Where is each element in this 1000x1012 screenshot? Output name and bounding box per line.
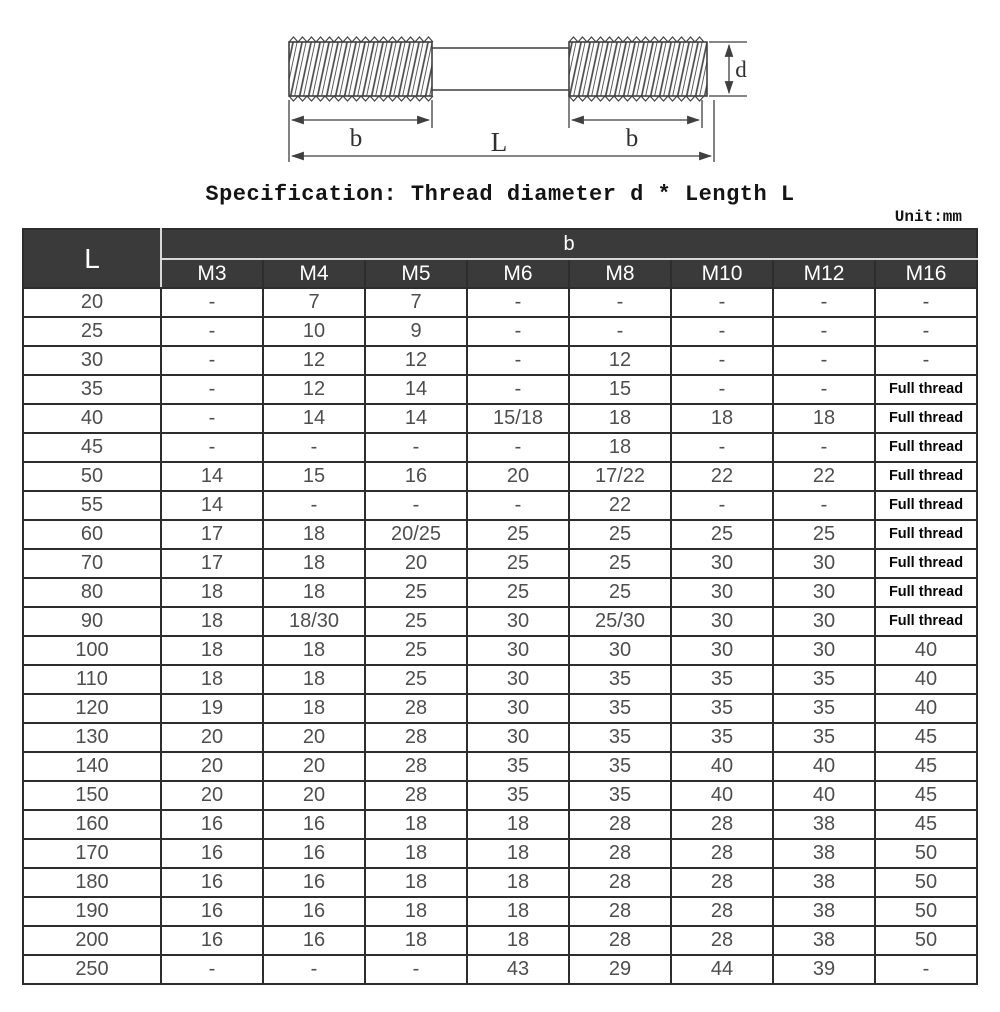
b-value-cell: 38 xyxy=(773,868,875,897)
col-header-M6: M6 xyxy=(467,259,569,288)
b-value-cell: 30 xyxy=(671,607,773,636)
b-value-cell: 40 xyxy=(875,636,977,665)
table-row xyxy=(23,955,977,984)
b-value-cell: Full thread xyxy=(875,433,977,462)
b-value-cell: 28 xyxy=(671,810,773,839)
table-row xyxy=(23,781,977,810)
b-value-cell: 20 xyxy=(161,752,263,781)
group-header-row xyxy=(23,229,977,259)
b-value-cell: - xyxy=(161,288,263,317)
b-value-cell: 30 xyxy=(773,607,875,636)
b-value-cell: 40 xyxy=(671,781,773,810)
b-value-cell: 18 xyxy=(467,810,569,839)
double-end-stud-diagram xyxy=(252,12,752,176)
b-value-cell: 28 xyxy=(569,897,671,926)
table-row xyxy=(23,839,977,868)
b-value-cell: 18 xyxy=(161,665,263,694)
b-value-cell: 28 xyxy=(365,694,467,723)
size-header-row xyxy=(23,259,977,288)
b-value-cell: - xyxy=(671,375,773,404)
b-value-cell: 15 xyxy=(569,375,671,404)
b-value-cell: 18 xyxy=(467,868,569,897)
b-value-cell: - xyxy=(467,491,569,520)
table-row xyxy=(23,607,977,636)
b-value-cell: - xyxy=(671,491,773,520)
b-value-cell: Full thread xyxy=(875,375,977,404)
b-value-cell: 39 xyxy=(773,955,875,984)
b-value-cell: 28 xyxy=(671,839,773,868)
shank-section xyxy=(432,48,569,90)
right-thread-section xyxy=(569,37,707,101)
b-value-cell: Full thread xyxy=(875,462,977,491)
b-value-cell: 20/25 xyxy=(365,520,467,549)
length-value-cell: 100 xyxy=(23,636,161,665)
b-value-cell: 22 xyxy=(671,462,773,491)
b-value-cell: 18 xyxy=(161,578,263,607)
b-value-cell: 18 xyxy=(161,636,263,665)
b-value-cell: 35 xyxy=(467,752,569,781)
b-value-cell: - xyxy=(875,288,977,317)
b-value-cell: 30 xyxy=(467,636,569,665)
b-value-cell: 16 xyxy=(263,839,365,868)
table-row xyxy=(23,868,977,897)
b-value-cell: 38 xyxy=(773,897,875,926)
length-value-cell: 55 xyxy=(23,491,161,520)
table-row xyxy=(23,752,977,781)
b-value-cell: 12 xyxy=(365,346,467,375)
b-value-cell: 16 xyxy=(161,926,263,955)
b-value-cell: 17 xyxy=(161,520,263,549)
b-value-cell: 18 xyxy=(773,404,875,433)
b-value-cell: - xyxy=(467,317,569,346)
b-value-cell: 50 xyxy=(875,926,977,955)
b-value-cell: - xyxy=(467,433,569,462)
b-value-cell: - xyxy=(365,433,467,462)
b-value-cell: 35 xyxy=(671,665,773,694)
table-row xyxy=(23,578,977,607)
col-header-M12: M12 xyxy=(773,259,875,288)
b-value-cell: - xyxy=(773,346,875,375)
b-value-cell: 25 xyxy=(671,520,773,549)
b-value-cell: 18 xyxy=(263,636,365,665)
b-value-cell: 18 xyxy=(365,926,467,955)
b-value-cell: 25 xyxy=(365,607,467,636)
b-value-cell: 18 xyxy=(365,897,467,926)
b-value-cell: 12 xyxy=(569,346,671,375)
b-value-cell: 28 xyxy=(569,839,671,868)
b-value-cell: 28 xyxy=(569,868,671,897)
b-value-cell: 18 xyxy=(365,868,467,897)
b-value-cell: 30 xyxy=(467,665,569,694)
b-value-cell: - xyxy=(671,346,773,375)
b-value-cell: 25 xyxy=(569,549,671,578)
b-value-cell: 25 xyxy=(773,520,875,549)
b-value-cell: 35 xyxy=(569,781,671,810)
b-value-cell: Full thread xyxy=(875,491,977,520)
b-value-cell: 10 xyxy=(263,317,365,346)
table-row xyxy=(23,636,977,665)
b-value-cell: 12 xyxy=(263,375,365,404)
b-value-cell: 16 xyxy=(161,897,263,926)
b-value-cell: 35 xyxy=(569,723,671,752)
b-value-cell: 7 xyxy=(365,288,467,317)
b-value-cell: 28 xyxy=(365,752,467,781)
b-value-cell: 35 xyxy=(569,665,671,694)
b-value-cell: 16 xyxy=(161,868,263,897)
b-value-cell: 18 xyxy=(569,404,671,433)
b-value-cell: 18 xyxy=(365,810,467,839)
b-value-cell: - xyxy=(671,288,773,317)
table-row xyxy=(23,462,977,491)
length-value-cell: 250 xyxy=(23,955,161,984)
b-value-cell: 20 xyxy=(263,781,365,810)
b-value-cell: 16 xyxy=(263,926,365,955)
table-row xyxy=(23,491,977,520)
b-value-cell: 25 xyxy=(467,549,569,578)
b-value-cell: 18 xyxy=(671,404,773,433)
length-value-cell: 30 xyxy=(23,346,161,375)
stud-technical-drawing xyxy=(0,12,1000,176)
col-header-M8: M8 xyxy=(569,259,671,288)
table-row xyxy=(23,926,977,955)
b-value-cell: 15 xyxy=(263,462,365,491)
b-value-cell: 40 xyxy=(875,694,977,723)
b-value-cell: 18/30 xyxy=(263,607,365,636)
b-value-cell: 29 xyxy=(569,955,671,984)
b-value-cell: 18 xyxy=(263,578,365,607)
b-value-cell: 18 xyxy=(467,897,569,926)
b-value-cell: 38 xyxy=(773,926,875,955)
left-thread-section xyxy=(289,37,433,101)
col-header-M16: M16 xyxy=(875,259,977,288)
b-value-cell: 35 xyxy=(773,665,875,694)
table-row xyxy=(23,520,977,549)
b-value-cell: - xyxy=(467,375,569,404)
b-value-cell: 40 xyxy=(773,752,875,781)
b-value-cell: 16 xyxy=(263,810,365,839)
b-value-cell: - xyxy=(773,433,875,462)
b-value-cell: 18 xyxy=(263,694,365,723)
b-left-label: b xyxy=(349,125,363,152)
table-row xyxy=(23,897,977,926)
b-value-cell: - xyxy=(773,491,875,520)
b-value-cell: 18 xyxy=(569,433,671,462)
length-value-cell: 120 xyxy=(23,694,161,723)
length-value-cell: 180 xyxy=(23,868,161,897)
table-row xyxy=(23,433,977,462)
b-value-cell: 25 xyxy=(569,520,671,549)
b-value-cell: 14 xyxy=(161,491,263,520)
b-value-cell: Full thread xyxy=(875,578,977,607)
b-value-cell: 28 xyxy=(671,868,773,897)
b-value-cell: 30 xyxy=(773,549,875,578)
length-value-cell: 160 xyxy=(23,810,161,839)
b-value-cell: 30 xyxy=(569,636,671,665)
b-value-cell: 38 xyxy=(773,839,875,868)
b-value-cell: 40 xyxy=(875,665,977,694)
diameter-label: d xyxy=(735,57,747,82)
b-value-cell: - xyxy=(875,346,977,375)
col-header-M5: M5 xyxy=(365,259,467,288)
length-value-cell: 80 xyxy=(23,578,161,607)
b-value-cell: 16 xyxy=(263,868,365,897)
b-value-cell: 35 xyxy=(671,723,773,752)
table-row xyxy=(23,549,977,578)
b-value-cell: 28 xyxy=(365,781,467,810)
b-value-cell: 14 xyxy=(365,375,467,404)
b-value-cell: - xyxy=(263,955,365,984)
b-value-cell: 28 xyxy=(569,926,671,955)
b-value-cell: 20 xyxy=(467,462,569,491)
b-value-cell: - xyxy=(467,346,569,375)
b-value-cell: 30 xyxy=(467,694,569,723)
b-value-cell: - xyxy=(671,433,773,462)
b-value-cell: - xyxy=(569,317,671,346)
b-value-cell: 20 xyxy=(161,723,263,752)
b-value-cell: 20 xyxy=(161,781,263,810)
b-value-cell: 28 xyxy=(569,810,671,839)
table-row xyxy=(23,810,977,839)
b-value-cell: 20 xyxy=(365,549,467,578)
length-value-cell: 190 xyxy=(23,897,161,926)
table-row xyxy=(23,404,977,433)
col-header-M3: M3 xyxy=(161,259,263,288)
b-value-cell: - xyxy=(263,433,365,462)
length-value-cell: 25 xyxy=(23,317,161,346)
b-value-cell: 35 xyxy=(671,694,773,723)
col-header-M10: M10 xyxy=(671,259,773,288)
b-value-cell: 35 xyxy=(467,781,569,810)
b-value-cell: 17 xyxy=(161,549,263,578)
b-value-cell: 15/18 xyxy=(467,404,569,433)
b-value-cell: 12 xyxy=(263,346,365,375)
b-value-cell: - xyxy=(671,317,773,346)
b-value-cell: - xyxy=(773,317,875,346)
length-value-cell: 90 xyxy=(23,607,161,636)
b-value-cell: - xyxy=(569,288,671,317)
b-value-cell: 28 xyxy=(365,723,467,752)
b-value-cell: 35 xyxy=(773,694,875,723)
b-value-cell: 25 xyxy=(467,520,569,549)
b-value-cell: 50 xyxy=(875,868,977,897)
table-row xyxy=(23,346,977,375)
b-value-cell: - xyxy=(161,346,263,375)
b-value-cell: Full thread xyxy=(875,607,977,636)
length-value-cell: 110 xyxy=(23,665,161,694)
b-value-cell: 30 xyxy=(467,723,569,752)
b-value-cell: - xyxy=(875,955,977,984)
length-value-cell: 50 xyxy=(23,462,161,491)
b-value-cell: 25/30 xyxy=(569,607,671,636)
length-label: L xyxy=(490,127,508,157)
b-value-cell: 25 xyxy=(365,665,467,694)
length-value-cell: 200 xyxy=(23,926,161,955)
b-value-cell: 30 xyxy=(467,607,569,636)
b-value-cell: 16 xyxy=(161,810,263,839)
b-value-cell: 40 xyxy=(773,781,875,810)
b-value-cell: - xyxy=(467,288,569,317)
table-row xyxy=(23,317,977,346)
length-value-cell: 140 xyxy=(23,752,161,781)
b-value-cell: 30 xyxy=(671,578,773,607)
b-value-cell: - xyxy=(161,317,263,346)
b-value-cell: 50 xyxy=(875,897,977,926)
b-value-cell: 14 xyxy=(161,462,263,491)
b-value-cell: 18 xyxy=(263,549,365,578)
b-value-cell: 45 xyxy=(875,810,977,839)
b-value-cell: - xyxy=(161,375,263,404)
b-value-cell: 40 xyxy=(671,752,773,781)
b-value-cell: 22 xyxy=(773,462,875,491)
spec-table xyxy=(22,228,978,985)
length-value-cell: 60 xyxy=(23,520,161,549)
b-value-cell: 19 xyxy=(161,694,263,723)
table-row xyxy=(23,694,977,723)
b-value-cell: 35 xyxy=(569,694,671,723)
page-title: Specification: Thread diameter d * Length L xyxy=(205,182,795,207)
b-value-cell: Full thread xyxy=(875,404,977,433)
b-value-cell: 30 xyxy=(773,636,875,665)
b-value-cell: - xyxy=(161,955,263,984)
table-row xyxy=(23,375,977,404)
b-value-cell: - xyxy=(161,404,263,433)
table-row xyxy=(23,288,977,317)
b-value-cell: - xyxy=(875,317,977,346)
b-value-cell: - xyxy=(773,288,875,317)
b-value-cell: - xyxy=(365,491,467,520)
group-header-b: b xyxy=(161,229,977,259)
b-value-cell: 45 xyxy=(875,723,977,752)
b-value-cell: 50 xyxy=(875,839,977,868)
b-value-cell: 9 xyxy=(365,317,467,346)
b-value-cell: 7 xyxy=(263,288,365,317)
b-value-cell: 14 xyxy=(263,404,365,433)
b-value-cell: 18 xyxy=(467,839,569,868)
b-value-cell: 30 xyxy=(671,549,773,578)
b-value-cell: 16 xyxy=(263,897,365,926)
length-value-cell: 45 xyxy=(23,433,161,462)
b-right-label: b xyxy=(625,125,639,152)
b-value-cell: 28 xyxy=(671,897,773,926)
length-value-cell: 150 xyxy=(23,781,161,810)
b-value-cell: 17/22 xyxy=(569,462,671,491)
b-value-cell: 35 xyxy=(569,752,671,781)
b-value-cell: 25 xyxy=(365,636,467,665)
b-value-cell: 16 xyxy=(365,462,467,491)
unit-note: Unit:mm xyxy=(894,208,962,226)
b-value-cell: - xyxy=(365,955,467,984)
b-value-cell: 30 xyxy=(773,578,875,607)
b-value-cell: 45 xyxy=(875,752,977,781)
b-value-cell: 22 xyxy=(569,491,671,520)
b-value-cell: 16 xyxy=(161,839,263,868)
b-value-cell: 14 xyxy=(365,404,467,433)
b-value-cell: 35 xyxy=(773,723,875,752)
b-value-cell: - xyxy=(263,491,365,520)
b-value-cell: Full thread xyxy=(875,549,977,578)
corner-header-L: L xyxy=(23,229,161,288)
b-value-cell: 28 xyxy=(671,926,773,955)
b-value-cell: 18 xyxy=(263,520,365,549)
b-value-cell: 43 xyxy=(467,955,569,984)
b-value-cell: 18 xyxy=(467,926,569,955)
b-value-cell: 18 xyxy=(161,607,263,636)
length-value-cell: 20 xyxy=(23,288,161,317)
b-value-cell: 20 xyxy=(263,723,365,752)
b-value-cell: 45 xyxy=(875,781,977,810)
length-value-cell: 35 xyxy=(23,375,161,404)
table-row xyxy=(23,665,977,694)
b-value-cell: - xyxy=(161,433,263,462)
b-value-cell: 25 xyxy=(365,578,467,607)
b-value-cell: 44 xyxy=(671,955,773,984)
b-value-cell: 18 xyxy=(365,839,467,868)
b-value-cell: - xyxy=(773,375,875,404)
col-header-M4: M4 xyxy=(263,259,365,288)
b-value-cell: 30 xyxy=(671,636,773,665)
length-value-cell: 130 xyxy=(23,723,161,752)
length-value-cell: 70 xyxy=(23,549,161,578)
length-value-cell: 170 xyxy=(23,839,161,868)
b-value-cell: 25 xyxy=(569,578,671,607)
table-row xyxy=(23,723,977,752)
b-value-cell: 38 xyxy=(773,810,875,839)
length-value-cell: 40 xyxy=(23,404,161,433)
b-value-cell: Full thread xyxy=(875,520,977,549)
b-value-cell: 25 xyxy=(467,578,569,607)
b-value-cell: 20 xyxy=(263,752,365,781)
b-value-cell: 18 xyxy=(263,665,365,694)
